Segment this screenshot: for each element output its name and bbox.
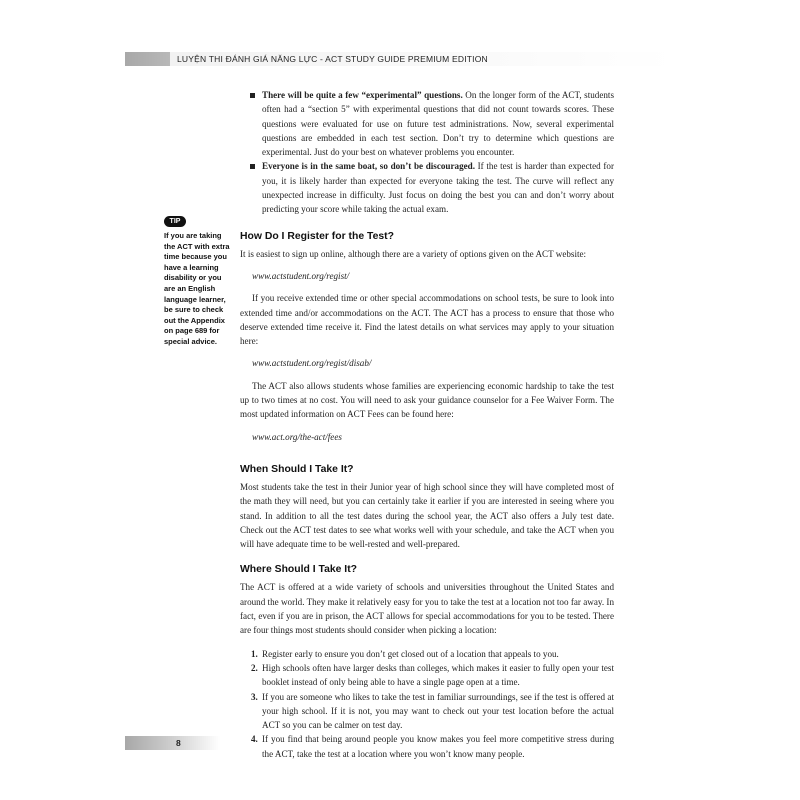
bullet-lead: There will be quite a few “experimental” questions. [262, 90, 463, 100]
section-heading-when: When Should I Take It? [240, 463, 354, 475]
list-number: 2. [251, 662, 258, 673]
numbered-list [240, 647, 614, 761]
paragraph: The ACT also allows students whose families are experiencing economic hardship to take the test up to two times at no cost. You will need to ask your guidance counselor for a Fee Waiver Form. The most updated information on ACT Fees can be found here: [240, 380, 614, 420]
list-item [240, 647, 614, 661]
list-item [240, 690, 614, 733]
url-register: www.actstudent.org/regist/ [252, 270, 350, 281]
section-heading-where: Where Should I Take It? [240, 564, 358, 576]
paragraph: The ACT is offered at a wide variety of schools and universities throughout the United States and around the world. They make it relatively easy for you to take the test at a location not too far away. In fact, even if you are in prison, the ACT allows for special accommodations for you to be tested. There are four things most students should consider when picking a location: [240, 582, 614, 636]
list-text: If you find that being around people you know makes you feel more competitive stress during the ACT, take the test at a location where you won’t know many people. [262, 734, 614, 759]
list-number: 4. [251, 734, 258, 745]
list-number: 3. [251, 691, 258, 702]
main-content [240, 88, 614, 761]
bullet-item [240, 159, 614, 216]
url-accommodations: www.actstudent.org/regist/disab/ [252, 358, 372, 369]
list-number: 1. [251, 648, 258, 659]
list-text: Register early to ensure you don’t get closed out of a location that appeals to you. [262, 648, 559, 659]
list-item [240, 661, 614, 690]
bullet-body: On the longer form of the ACT, students often had a “section 5” with experimental questions that did not count towards scores. These questions were evaluated for use on future test administrations. Now, several experimental questions are embedded in each test section. Don’t try to determine which questions are experimental. Just do your best on whatever problems you encounter. [262, 90, 614, 158]
url-fees: www.act.org/the-act/fees [252, 431, 342, 442]
paragraph: It is easiest to sign up online, although there are a variety of options given on the ACT website: [240, 248, 587, 259]
paragraph: If you receive extended time or other special accommodations on school tests, be sure to look into extended time and/or accommodations on the ACT. The ACT has a process to ensure that those who deserve extended time receive it. Find the latest details on what services may apply to your situation here: [240, 293, 614, 347]
tip-badge: TIP [164, 216, 186, 227]
list-item [240, 732, 614, 761]
bullet-list [240, 88, 614, 217]
running-header: LUYỆN THI ĐÁNH GIÁ NĂNG LỰC - ACT STUDY GUIDE PREMIUM EDITION [177, 54, 488, 64]
footer-bar [125, 736, 220, 750]
paragraph: Most students take the test in their Junior year of high school since they will have completed most of the math they will need, but you can certainly take it earlier if you are interested in seeing where you stand. In addition to all the test dates during the school year, the ACT also offers a July test date. Check out the ACT test dates to see what works well with your schedule, and take the ACT when you will have adequate time to be well-rested and well-prepared. [240, 481, 614, 550]
section-heading-register: How Do I Register for the Test? [240, 230, 394, 242]
bullet-lead: Everyone is in the same boat, so don’t be discouraged. [262, 161, 475, 172]
bullet-item [240, 88, 614, 159]
list-text: High schools often have larger desks than colleges, which makes it easier to fully open your test booklet instead of only being able to have a single page open at a time. [262, 662, 614, 688]
list-text: If you are someone who likes to take the test in familiar surroundings, see if the test is offered at your high school. If it is not, you may want to check out your test location before the actual ACT so you can be calmer on test day. [262, 691, 614, 731]
bullet-body: If the test is harder than expected for you, it is likely harder than expected for everyone taking the test. The curve will reflect any unexpected increase in difficulty. Just focus on doing the best you can and don’t worry about predicting your score while taking the actual exam. [262, 161, 614, 215]
tip-sidebar-text: If you are taking the ACT with extra time because you have a learning disability or you are an English language learner, be sure to check out the Appendix on page 689 for special advice. [164, 231, 230, 346]
page-number: 8 [176, 738, 181, 748]
